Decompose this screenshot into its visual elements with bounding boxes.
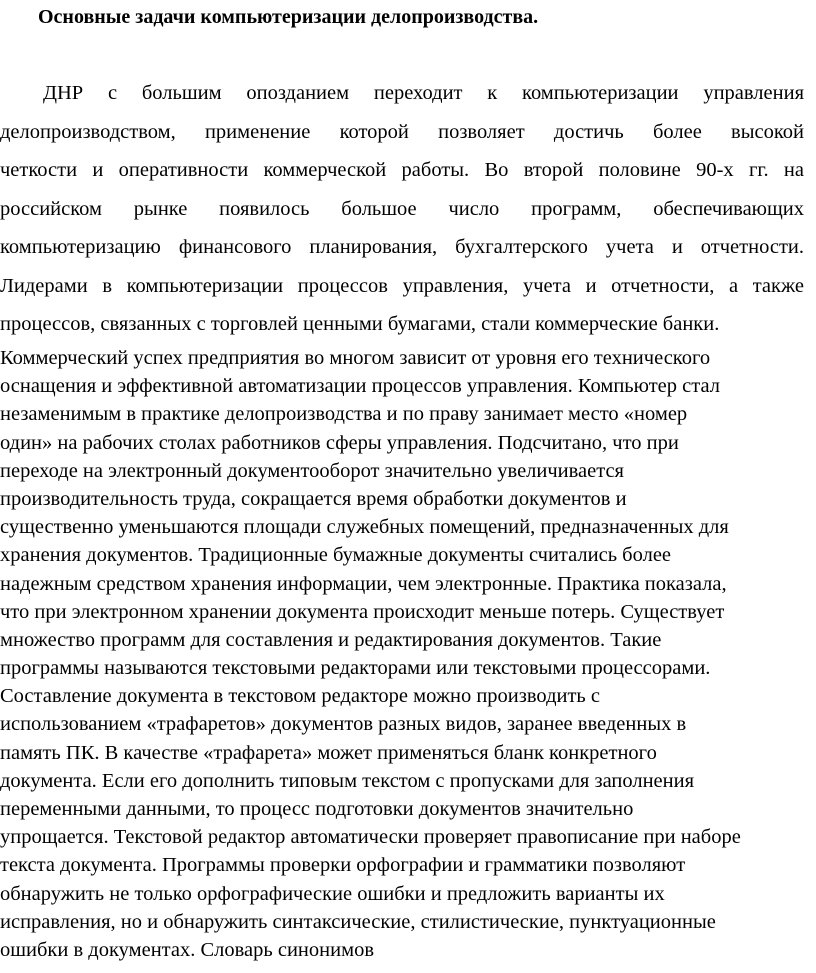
paragraph-line: незаменимым в практике делопроизводства и по праву занимает место «номер — [0, 403, 688, 426]
paragraph-line: использованием «трафаретов» документов разных видов, заранее введенных в — [0, 713, 687, 736]
paragraph-line: текста документа. Программы проверки орфографии и грамматики позволяют — [0, 854, 686, 877]
paragraph-line: компьютеризацию финансового планирования, бухгалтерского учета и отчетности. — [0, 236, 804, 258]
paragraph-line: хранения документов. Традиционные бумажные документы считались более — [0, 544, 672, 567]
paragraph-line: один» на рабочих столах работников сферы управления. Подсчитано, что при — [0, 431, 679, 454]
paragraph-main — [0, 344, 816, 964]
paragraph-line: делопроизводством, применение которой позволяет достичь более высокой — [0, 120, 804, 143]
paragraph-line: программы называются текстовыми редакторами или текстовыми процессорами. — [0, 657, 711, 680]
paragraph-line: упрощается. Текстовой редактор автоматически проверяет правописание при наборе — [0, 826, 741, 849]
paragraph-line: что при электронном хранении документа происходит меньше потерь. Существует — [0, 600, 725, 623]
paragraph-line: надежным средством хранения информации, чем электронные. Практика показала, — [0, 572, 727, 595]
paragraph-line: российском рынке появилось большое число программ, обеспечивающих — [0, 197, 804, 220]
paragraph-line: Лидерами в компьютеризации процессов управления, учета и отчетности, а также — [0, 274, 804, 297]
paragraph-line: четкости и оперативности коммерческой работы. Во второй половине 90-х гг. на — [0, 159, 804, 181]
paragraph-line: ДНР с большим опозданием переходит к компьютеризации управления — [43, 82, 804, 104]
paragraph-line: ошибки в документах. Словарь синонимов — [0, 938, 374, 961]
paragraph-line: существенно уменьшаются площади служебных помещений, предназначенных для — [0, 516, 729, 539]
paragraph-line: обнаружить не только орфографические ошибки и предложить варианты их — [0, 882, 665, 905]
paragraph-line: производительность труда, сокращается время обработки документов и — [0, 487, 627, 510]
document-title: Основные задачи компьютеризации делопроизводства. — [38, 6, 539, 28]
paragraph-line: память ПК. В качестве «трафарета» может применяться бланк конкретного — [0, 741, 657, 764]
paragraph-line: исправления, но и обнаружить синтаксические, стилистические, пунктуационные — [0, 910, 716, 933]
paragraph-line: переменными данными, то процесс подготовки документов значительно — [0, 798, 634, 820]
paragraph-line: множество программ для составления и редактирования документов. Такие — [0, 628, 662, 651]
paragraph-line: процессов, связанных с торговлей ценными бумагами, стали коммерческие банки. — [0, 313, 720, 335]
paragraph-line: Коммерческий успех предприятия во многом зависит от уровня его технического — [0, 347, 711, 369]
paragraph-line: Составление документа в текстовом редакторе можно производить с — [0, 685, 600, 708]
paragraph-line: переходе на электронный документооборот значительно увеличивается — [0, 459, 624, 482]
paragraph-line: оснащения и эффективной автоматизации процессов управления. Компьютер стал — [0, 375, 720, 398]
paragraph-line: документа. Если его дополнить типовым текстом с пропусками для заполнения — [0, 769, 695, 792]
paragraph-intro — [0, 74, 804, 344]
